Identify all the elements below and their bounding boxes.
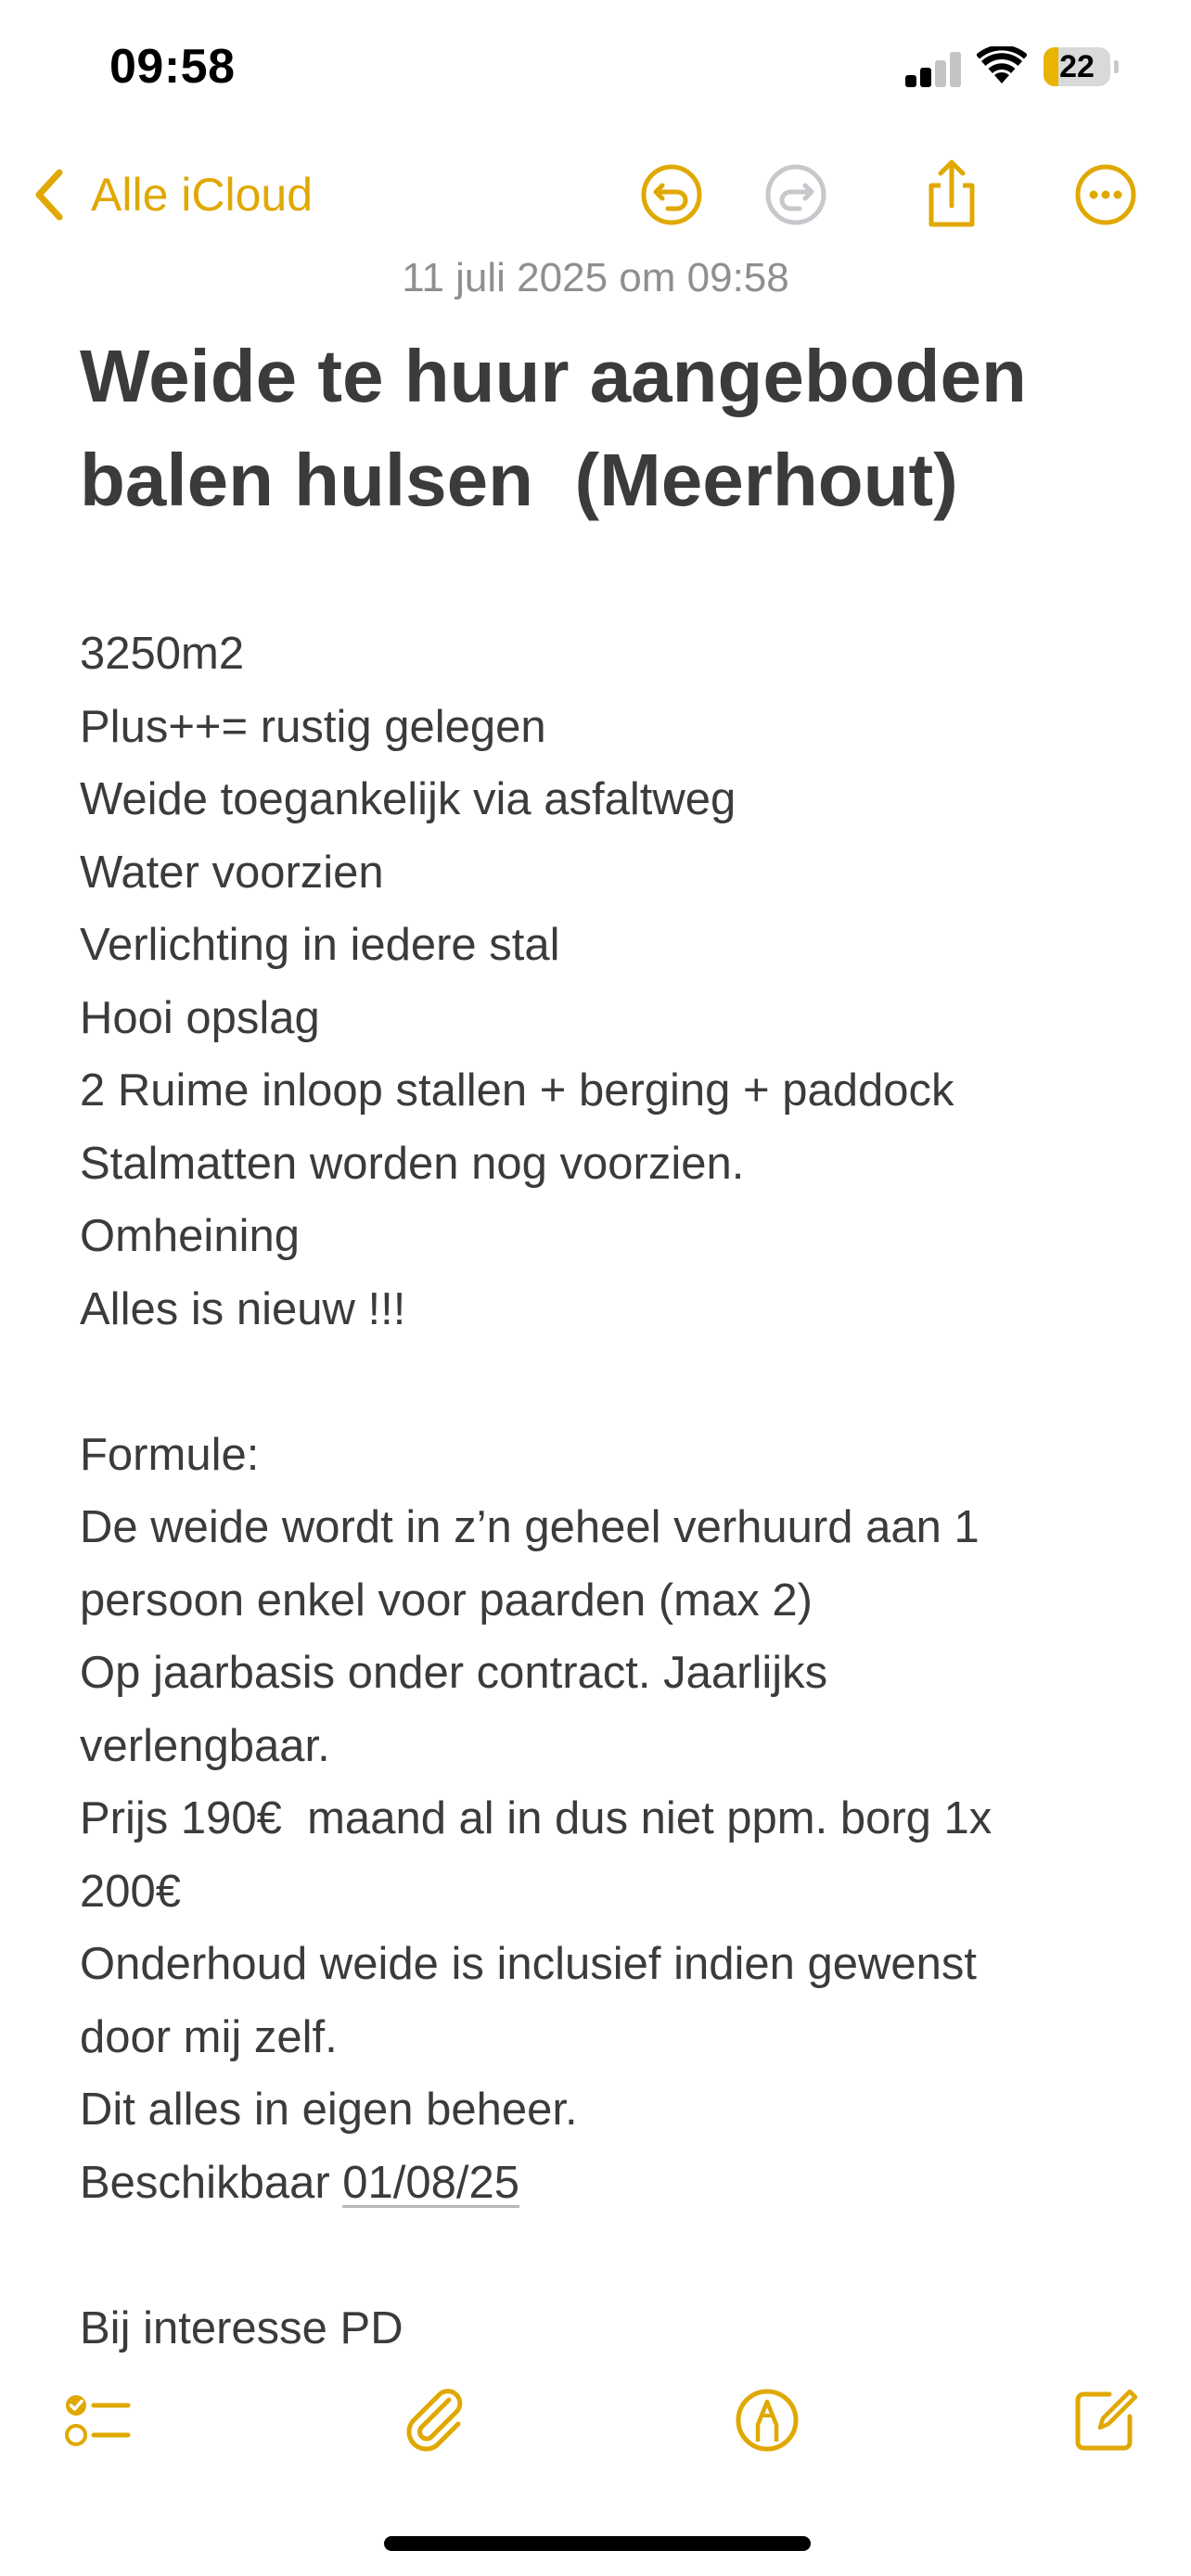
- wifi-icon: [977, 46, 1027, 85]
- note-title[interactable]: Weide te huur aangeboden balen hulsen (Meerhout): [80, 335, 1048, 521]
- battery-indicator: [1044, 47, 1120, 86]
- note-date: 11 juli 2025 om 09:58: [402, 255, 789, 300]
- blank-line: [80, 2219, 1128, 2292]
- note-line: Weide toegankelijk via asfaltweg: [80, 774, 736, 824]
- status-time: 09:58: [109, 40, 236, 94]
- home-indicator[interactable]: [384, 2536, 811, 2551]
- paperclip-icon[interactable]: [399, 2383, 473, 2457]
- note-line: Stalmatten worden nog voorzien.: [80, 1138, 745, 1189]
- note-line: 200€: [80, 1866, 182, 1917]
- availability-label: Beschikbaar: [80, 2157, 343, 2208]
- undo-icon[interactable]: [634, 158, 709, 232]
- note-line: Water voorzien: [80, 847, 384, 898]
- battery-level: 22: [1059, 49, 1095, 84]
- note-line: Omheining: [80, 1211, 300, 1261]
- status-bar: [0, 0, 1191, 139]
- note-line: door mij zelf.: [80, 2011, 338, 2062]
- note-line: De weide wordt in z’n geheel verhuurd aan 1: [80, 1502, 980, 1552]
- compose-icon[interactable]: [1069, 2383, 1143, 2457]
- note-line: Verlichting in iedere stal: [80, 920, 560, 970]
- more-icon[interactable]: [1069, 158, 1143, 232]
- note-line: 3250m2: [80, 629, 245, 679]
- note-line: verlengbaar.: [80, 1720, 330, 1771]
- note-line: Alles is nieuw !!!: [80, 1283, 406, 1334]
- back-label: Alle iCloud: [91, 169, 314, 221]
- battery-tip: [1114, 60, 1119, 73]
- note-line: Op jaarbasis onder contract. Jaarlijks: [80, 1648, 828, 1698]
- availability-date-link[interactable]: 01/08/25: [342, 2157, 520, 2208]
- cellular-signal-icon: [905, 52, 961, 87]
- redo-icon[interactable]: [759, 158, 833, 232]
- note-body[interactable]: [80, 618, 1128, 2365]
- note-line: 2 Ruime inloop stallen + berging + paddock: [80, 1065, 954, 1116]
- nav-bar: [0, 148, 1191, 241]
- chevron-left-icon: [30, 165, 69, 224]
- note-line: persoon enkel voor paarden (max 2): [80, 1575, 813, 1626]
- availability-line: [80, 2147, 1128, 2220]
- note-line: Hooi opslag: [80, 992, 320, 1043]
- markup-pen-icon[interactable]: [730, 2383, 804, 2457]
- bottom-toolbar: [0, 2374, 1191, 2467]
- note-line: Prijs 190€ maand al in dus niet ppm. borg 1x: [80, 1793, 992, 1843]
- note-line: Formule:: [80, 1429, 260, 1480]
- share-icon[interactable]: [915, 158, 989, 232]
- note-line: Plus++= rustig gelegen: [80, 701, 546, 752]
- checklist-icon[interactable]: [59, 2383, 134, 2457]
- battery-body: [1044, 47, 1110, 86]
- note-line: Dit alles in eigen beheer.: [80, 2085, 578, 2135]
- back-button[interactable]: [30, 158, 313, 232]
- note-line: Bij interesse PD: [80, 2302, 403, 2353]
- blank-line: [80, 1345, 1128, 1419]
- note-line: Onderhoud weide is inclusief indien gewenst: [80, 1939, 977, 1989]
